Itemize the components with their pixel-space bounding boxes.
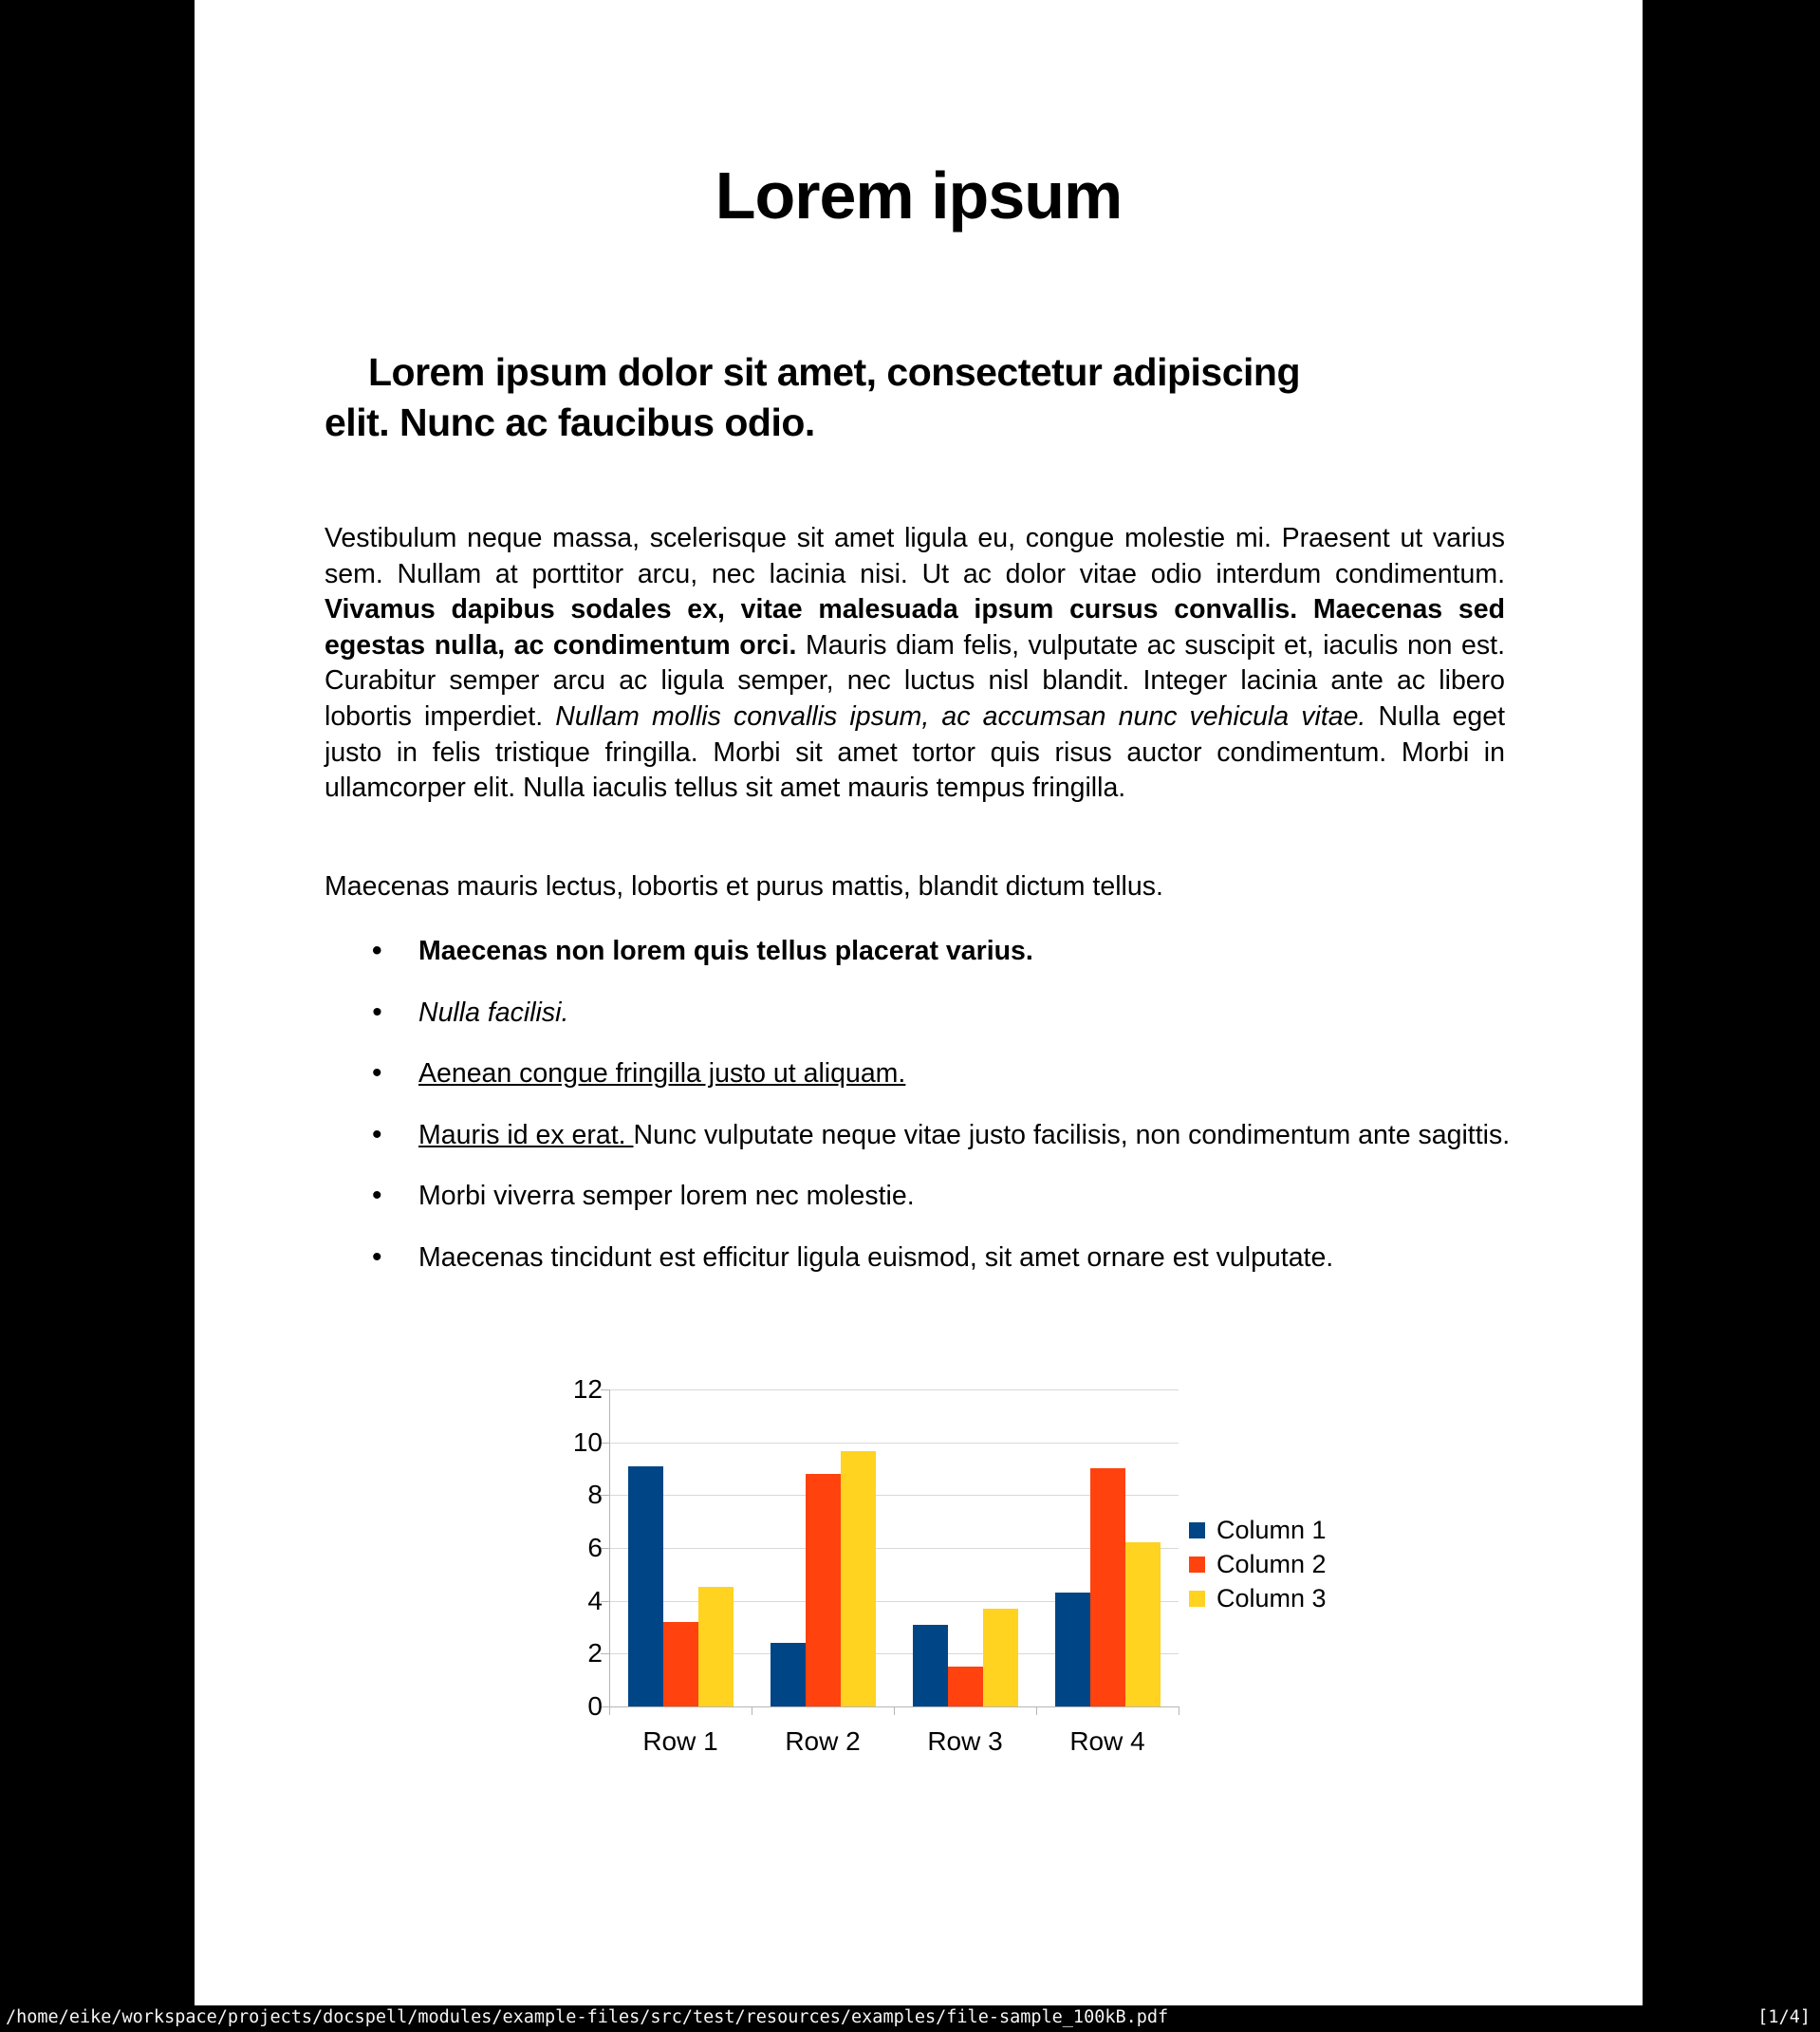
heading-line-1: Lorem ipsum dolor sit amet, consectetur adipiscing — [368, 350, 1300, 394]
bullet-list — [325, 934, 1513, 1302]
bar — [1090, 1468, 1125, 1706]
paragraph-1 — [325, 521, 1505, 807]
list-item — [325, 1179, 1513, 1215]
list-item-text: Maecenas tincidunt est efficitur ligula euismod, sit amet ornare est vulputate. — [418, 1241, 1334, 1273]
paragraph-1-bold-run: Vivamus dapibus sodales ex, vitae malesuada ipsum cursus convallis. Maecenas sed egestas nulla, ac condimentum orci. — [325, 594, 1505, 661]
list-item-text: Maecenas non lorem quis tellus placerat varius. — [418, 936, 1033, 966]
paragraph-2: Maecenas mauris lectus, lobortis et purus mattis, blandit dictum tellus. — [325, 871, 1163, 902]
bar — [771, 1643, 806, 1706]
page-indicator: [1/4] — [1757, 2007, 1811, 2027]
list-item-text: Nunc vulputate neque vitae justo facilisis, non condimentum ante sagittis. — [633, 1119, 1511, 1150]
bar-group — [752, 1389, 894, 1706]
legend-swatch — [1189, 1557, 1205, 1573]
list-item — [325, 934, 1513, 970]
y-axis-tick-label: 4 — [587, 1585, 603, 1615]
legend-label: Column 2 — [1216, 1549, 1327, 1578]
bar — [841, 1451, 876, 1706]
heading-line-2: elit. Nunc ac faucibus odio. — [325, 401, 815, 444]
bar — [698, 1587, 734, 1706]
paragraph-1-run-1: Vestibulum neque massa, scelerisque sit amet ligula eu, congue molestie mi. Praesent ut varius sem. Nullam at porttitor arcu, nec lacinia nisi. Ut ac dolor vitae odio interdum condimentum. — [325, 523, 1505, 589]
bar — [1055, 1593, 1090, 1706]
legend-label: Column 3 — [1216, 1583, 1327, 1613]
x-axis-line — [601, 1706, 1179, 1707]
bar-group — [1036, 1389, 1179, 1706]
list-item-text: Morbi viverra semper lorem nec molestie. — [418, 1181, 915, 1212]
bar-chart — [565, 1374, 1518, 1767]
legend-item — [1189, 1547, 1327, 1581]
category-label: Row 2 — [785, 1726, 861, 1756]
bar — [1125, 1542, 1161, 1706]
document-heading — [325, 347, 1530, 448]
file-path: /home/eike/workspace/projects/docspell/modules/example-files/src/test/resources/examples/file-sample_100kB.pdf — [6, 2007, 1169, 2027]
legend-item — [1189, 1513, 1327, 1547]
axis-tick — [894, 1706, 895, 1715]
legend-item — [1189, 1581, 1327, 1615]
legend-label: Column 1 — [1216, 1515, 1327, 1544]
axis-tick — [609, 1706, 610, 1715]
bar — [948, 1667, 983, 1706]
bar — [806, 1474, 841, 1706]
bar — [913, 1625, 948, 1706]
pdf-page — [195, 0, 1643, 2005]
category-label: Row 4 — [1069, 1726, 1145, 1756]
y-axis-tick-label: 0 — [587, 1691, 603, 1721]
paragraph-1-italic-run: Nullam mollis convallis ipsum, ac accumsan nunc vehicula vitae. — [555, 700, 1366, 732]
bar — [628, 1466, 663, 1706]
chart-legend — [1189, 1513, 1327, 1615]
y-axis-tick-label: 6 — [587, 1533, 603, 1562]
list-item-lead-text: Mauris id ex erat. — [418, 1119, 634, 1150]
legend-swatch — [1189, 1591, 1205, 1607]
y-axis-tick-label: 10 — [572, 1426, 603, 1457]
paragraph-1-run-3: Nulla eget justo in felis tristique fringilla. Morbi sit amet tortor quis risus auctor condimentum. Morbi in ullamcorper elit. Nulla iaculis tellus sit amet mauris tempus fringilla. — [325, 700, 1505, 804]
category-label: Row 1 — [642, 1726, 718, 1756]
list-item — [325, 1056, 1513, 1092]
legend-swatch — [1189, 1522, 1205, 1538]
list-item-text: Nulla facilisi. — [418, 997, 569, 1028]
status-bar — [0, 2005, 1820, 2032]
bar — [983, 1609, 1018, 1706]
y-axis-tick-label: 2 — [587, 1638, 603, 1668]
list-item-text: Aenean congue fringilla justo ut aliquam. — [418, 1058, 906, 1090]
axis-tick — [1036, 1706, 1037, 1715]
y-axis-tick-label: 8 — [587, 1480, 603, 1510]
bar-group — [894, 1389, 1036, 1706]
bar — [663, 1622, 698, 1706]
y-axis-tick-label: 12 — [572, 1374, 603, 1404]
paragraph-1-run-2: Mauris diam felis, vulputate ac suscipit et, iaculis non est. Curabitur semper arcu ac ligula semper, nec luctus nisl blandit. Integer lacinia ante ac libero lobortis imperdiet. — [325, 629, 1505, 732]
list-item — [325, 996, 1513, 1032]
document-title: Lorem ipsum — [715, 158, 1123, 233]
list-item — [325, 1118, 1513, 1154]
category-label: Row 3 — [927, 1726, 1003, 1756]
list-item — [325, 1240, 1513, 1277]
bar-group — [609, 1389, 752, 1706]
